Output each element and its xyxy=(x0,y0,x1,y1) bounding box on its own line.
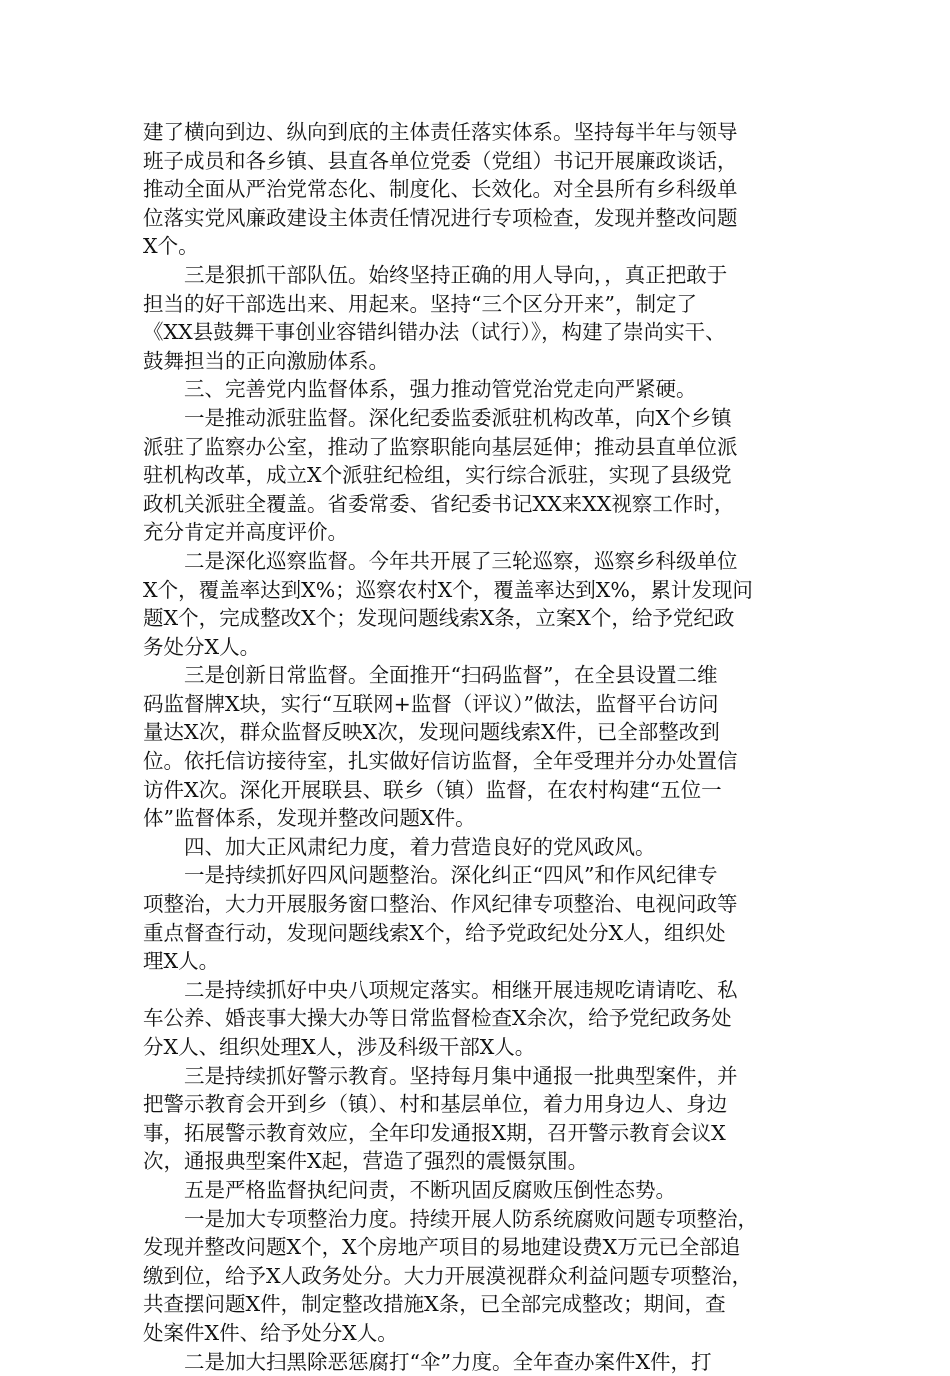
text-line: 缴到位，给予X人政务处分。大力开展漠视群众利益问题专项整治， xyxy=(143,1263,753,1288)
text-line: 体”监督体系，发现并整改问题X件。 xyxy=(143,806,476,831)
text-line: 题X个，完成整改X个；发现问题线索X条，立案X个，给予党纪政 xyxy=(143,606,735,631)
text-line: 共查摆问题X件，制定整改措施X条，已全部完成整改；期间，查 xyxy=(143,1292,726,1317)
text-line: 位。依托信访接待室，扎实做好信访监督，全年受理并分办处置信 xyxy=(143,749,738,774)
text-line: 项整治，大力开展服务窗口整治、作风纪律专项整治、电视问政等 xyxy=(143,892,738,917)
text-line: 量达X次，群众监督反映X次，发现问题线索X件，已全部整改到 xyxy=(143,720,720,745)
text-line: 事，拓展警示教育效应，全年印发通报X期，召开警示教育会议X xyxy=(143,1120,726,1145)
text-line: 位落实党风廉政建设主体责任情况进行专项检查，发现并整改问题 xyxy=(143,205,738,230)
text-line: 四、加大正风肃纪力度，着力营造良好的党风政风。 xyxy=(143,834,656,859)
text-line: 一是持续抓好四风问题整治。深化纠正“四风”和作风纪律专 xyxy=(143,863,718,888)
text-line: 二是持续抓好中央八项规定落实。相继开展违规吃请请吃、私 xyxy=(143,977,738,1002)
text-line: 发现并整改问题X个，X个房地产项目的易地建设费X万元已全部追 xyxy=(143,1235,741,1260)
text-line: X个。 xyxy=(143,234,199,259)
text-line: 《XX县鼓舞干事创业容错纠错办法（试行）》，构建了崇尚实干、 xyxy=(143,320,726,345)
text-line: 充分肯定并高度评价。 xyxy=(143,520,348,545)
text-line: 把警示教育会开到乡（镇）、村和基层单位，着力用身边人、身边 xyxy=(143,1092,728,1117)
text-line: X个，覆盖率达到X%；巡察农村X个，覆盖率达到X%，累计发现问 xyxy=(143,577,753,602)
text-line: 二是深化巡察监督。今年共开展了三轮巡察，巡察乡科级单位 xyxy=(143,548,738,573)
text-line: 政机关派驻全覆盖。省委常委、省纪委书记XX来XX视察工作时， xyxy=(143,491,735,516)
text-line: 一是推动派驻监督。深化纪委监委派驻机构改革，向X个乡镇 xyxy=(143,405,732,430)
text-line: 派驻了监察办公室，推动了监察职能向基层延伸；推动县直单位派 xyxy=(143,434,738,459)
text-line: 建了横向到边、纵向到底的主体责任落实体系。坚持每半年与领导 xyxy=(143,120,738,144)
text-line: 重点督查行动，发现问题线索X个，给予党政纪处分X人，组织处 xyxy=(143,920,726,945)
text-line: 班子成员和各乡镇、县直各单位党委（党组）书记开展廉政谈话， xyxy=(143,148,738,173)
text-line: 三是持续抓好警示教育。坚持每月集中通报一批典型案件，并 xyxy=(143,1063,738,1088)
text-line: 三是狠抓干部队伍。始终坚持正确的用人导向，，真正把敢于 xyxy=(143,262,728,287)
text-line: 五是严格监督执纪问责，不断巩固反腐败压倒性态势。 xyxy=(143,1177,676,1202)
text-line: 分X人、组织处理X人，涉及科级干部X人。 xyxy=(143,1035,536,1059)
text-line: 处案件X件、给予处分X人。 xyxy=(143,1320,398,1345)
text-line: 务处分X人。 xyxy=(143,634,261,659)
text-line: 担当的好干部选出来、用起来。坚持“三个区分开来”，制定了 xyxy=(143,291,697,316)
text-line: 车公养、婚丧事大操大办等日常监督检查X余次，给予党纪政务处 xyxy=(143,1006,732,1031)
text-line: 访件X次。深化开展联县、联乡（镇）监督，在农村构建“五位一 xyxy=(143,777,722,802)
text-line: 驻机构改革，成立X个派驻纪检组，实行综合派驻，实现了县级党 xyxy=(143,463,732,488)
text-line: 鼓舞担当的正向激励体系。 xyxy=(143,348,389,373)
text-line: 码监督牌X块，实行“互联网+监督（评议）”做法，监督平台访问 xyxy=(143,691,719,716)
text-line: 次，通报典型案件X起，营造了强烈的震慑氛围。 xyxy=(143,1149,589,1174)
text-line: 推动全面从严治党常态化、制度化、长效化。对全县所有乡科级单 xyxy=(143,177,738,202)
document-body xyxy=(143,118,823,1376)
text-line: 三、完善党内监督体系，强力推动管党治党走向严紧硬。 xyxy=(143,377,697,402)
text-line: 理X人。 xyxy=(143,949,220,974)
text-line: 三是创新日常监督。全面推开“扫码监督”，在全县设置二维 xyxy=(143,663,718,688)
text-line: 二是加大扫黑除恶惩腐打“伞”力度。全年查办案件X件，打 xyxy=(143,1349,712,1374)
text-line: 一是加大专项整治力度。持续开展人防系统腐败问题专项整治， xyxy=(143,1206,758,1231)
